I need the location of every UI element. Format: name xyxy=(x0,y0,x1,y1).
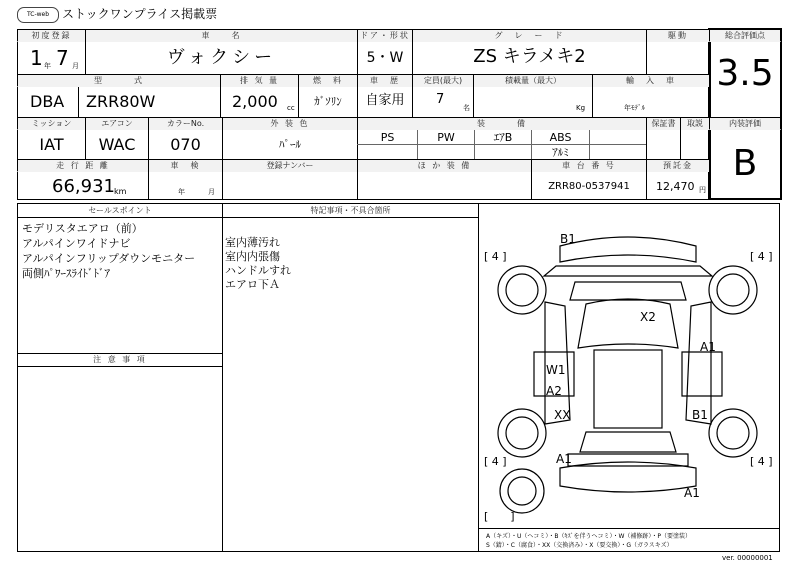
car-name: ヴォクシー xyxy=(166,47,277,68)
label-plate: 登録ナンバー xyxy=(223,160,357,172)
sales-point-item: 両側ﾊﾟﾜｰｽﾗｲﾄﾞﾄﾞｱ xyxy=(22,267,110,280)
legend-line-1: A（キズ）・U（ヘコミ）・B（ｷｽﾞを伴うヘコミ）・W（補修跡）・P（要塗装） xyxy=(486,533,692,540)
label-mission: ミッション xyxy=(18,118,85,130)
version-label: ver. 00000001 xyxy=(722,554,773,562)
first-reg-month-unit: 月 xyxy=(72,62,79,70)
wheel-front-left xyxy=(498,266,546,314)
mark-xx: XX xyxy=(554,408,571,422)
interior-score-value: B xyxy=(732,143,758,184)
label-aircon: エアコン xyxy=(86,118,148,130)
first-reg-month: 7 xyxy=(56,46,69,70)
tire-bracket-front-right: [ 4 ] xyxy=(750,250,773,263)
label-total-score: 総合評価点 xyxy=(710,30,780,42)
color-no-value: 070 xyxy=(170,135,201,154)
mark-a2: A2 xyxy=(546,384,562,398)
tire-bracket-rear-left: [ 4 ] xyxy=(484,455,507,468)
legend-line-2: S（錆）・C（腐食）・XX（交換済み）・X（要交換）・G（ガラスキズ） xyxy=(486,542,673,549)
mileage-unit: km xyxy=(114,187,127,196)
remark-item: ハンドルすれ xyxy=(225,264,291,277)
first-reg-year: 1 xyxy=(30,46,43,70)
sales-point-item: モデリスタエアロ（前） xyxy=(22,222,143,235)
equip-ps: PS xyxy=(380,131,395,144)
equip-alloy: ｱﾙﾐ xyxy=(552,146,569,159)
label-drive: 駆動 xyxy=(647,30,709,42)
spare-bracket: [ ] xyxy=(484,510,515,523)
mark-a1-left: A1 xyxy=(556,452,572,466)
label-import: 輸 入 車 xyxy=(593,75,709,87)
displacement-value: 2,000 xyxy=(232,92,278,111)
label-fuel: 燃 料 xyxy=(299,75,357,87)
equip-airbag: ｴｱB xyxy=(493,131,513,144)
inspection-month-unit: 月 xyxy=(208,188,215,196)
mileage-value: 66,931 xyxy=(52,176,115,197)
mark-a1-bottom: A1 xyxy=(684,486,700,500)
sales-point-item: アルパインワイドナビ xyxy=(22,237,131,250)
label-car-name: 車 名 xyxy=(86,30,357,42)
tire-bracket-rear-right: [ 4 ] xyxy=(750,455,773,468)
fuel-value: ｶﾞｿﾘﾝ xyxy=(314,95,342,108)
door-shape: 5・W xyxy=(366,50,404,66)
chassis-value: ZRR80-0537941 xyxy=(548,181,630,192)
exterior-color-value: ﾊﾟｰﾙ xyxy=(279,138,301,151)
tire-bracket-front-left: [ 4 ] xyxy=(484,250,507,263)
car-diagram xyxy=(498,237,757,513)
equip-pw: PW xyxy=(437,131,455,144)
label-manual: 取説 xyxy=(681,118,709,130)
label-door-shape: ドア・形状 xyxy=(358,30,412,42)
label-history: 車 歴 xyxy=(358,75,412,87)
label-load: 積載量（最大） xyxy=(474,75,592,87)
mark-b1-top: B1 xyxy=(560,232,576,246)
remark-item: エアロ下Ａ xyxy=(225,278,280,291)
remark-item: 室内内張傷 xyxy=(225,250,280,263)
capacity-unit: 名 xyxy=(463,104,470,112)
wheel-rear-left xyxy=(498,409,546,457)
label-caution: 注 意 事 項 xyxy=(93,355,147,364)
label-warranty: 保証書 xyxy=(647,118,680,130)
form-title: ストックワンプライス掲載票 xyxy=(62,7,218,21)
label-color-no: カラーNo. xyxy=(149,118,222,130)
sales-point-item: アルパインフリップダウンモニター xyxy=(22,252,196,265)
label-model: 型 式 xyxy=(18,75,220,87)
label-capacity: 定員(最大) xyxy=(413,75,473,87)
first-reg-year-unit: 年 xyxy=(44,62,51,70)
mission-value: IAT xyxy=(39,135,64,154)
label-first-reg: 初度登録 xyxy=(18,30,85,42)
label-remarks: 特記事項・不具合箇所 xyxy=(310,206,391,215)
import-model-unit: 年ﾓﾃﾞﾙ xyxy=(624,104,645,112)
mark-b1-right: B1 xyxy=(692,408,708,422)
label-other-equipment: ほ か 装 備 xyxy=(358,160,531,172)
label-sales-points: セールスポイント xyxy=(88,206,152,215)
mark-x2: X2 xyxy=(640,310,656,324)
grade-value: ZS キラメキ2 xyxy=(473,46,586,67)
logo: TC-web xyxy=(17,7,59,23)
deposit-value: 12,470 xyxy=(656,180,695,193)
history-value: 自家用 xyxy=(365,93,405,108)
equip-abs: ABS xyxy=(549,131,572,144)
model-code: ZRR80W xyxy=(86,92,156,111)
label-mileage: 走 行 距 離 xyxy=(18,160,148,172)
label-grade: グ レ ー ド xyxy=(413,30,646,42)
wheel-rear-right xyxy=(709,409,757,457)
model-prefix: DBA xyxy=(30,92,65,111)
total-score-value: 3.5 xyxy=(716,53,774,94)
label-chassis: 車 台 番 号 xyxy=(532,160,646,172)
mark-w1: W1 xyxy=(546,363,566,377)
label-interior-score: 内装評価 xyxy=(710,118,780,130)
label-deposit: 預託金 xyxy=(647,160,709,172)
label-exterior-color: 外 装 色 xyxy=(223,118,357,130)
aircon-value: WAC xyxy=(98,135,136,154)
label-displacement: 排 気 量 xyxy=(221,75,298,87)
mark-a1-right: A1 xyxy=(700,340,716,354)
deposit-unit: 円 xyxy=(699,186,706,194)
remark-item: 室内薄汚れ xyxy=(225,236,280,249)
inspection-year-unit: 年 xyxy=(178,188,185,196)
label-inspection: 車 検 xyxy=(149,160,222,172)
label-equipment: 装 備 xyxy=(358,118,646,130)
displacement-unit: cc xyxy=(287,104,295,112)
wheel-front-right xyxy=(709,266,757,314)
capacity-value: 7 xyxy=(436,92,445,107)
spare-wheel xyxy=(500,469,544,513)
load-unit: Kg xyxy=(576,104,586,112)
